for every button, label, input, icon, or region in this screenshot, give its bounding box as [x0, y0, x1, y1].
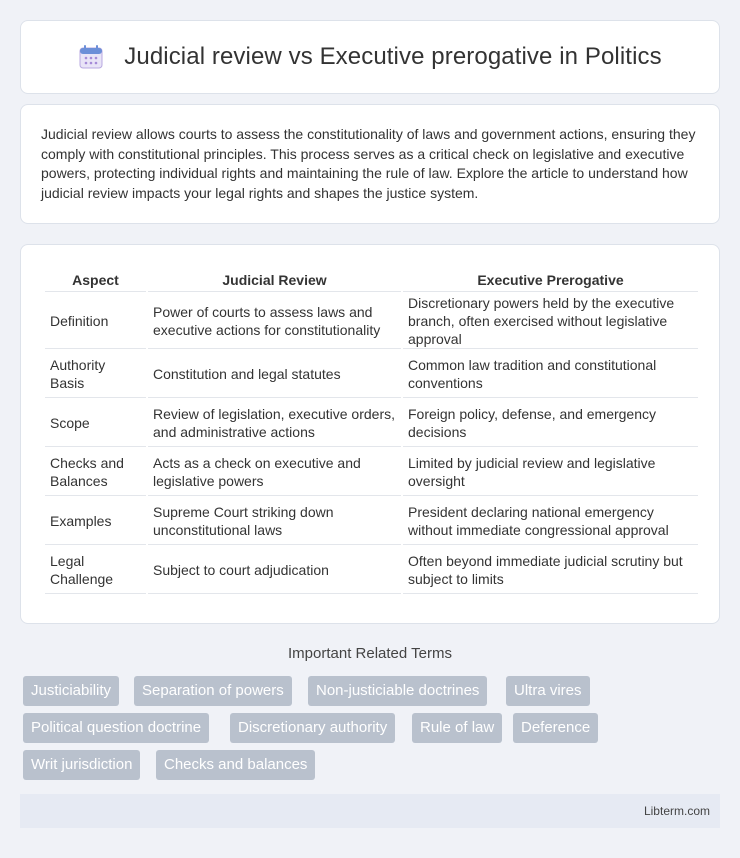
cell-aspect: Examples — [45, 498, 146, 545]
cell-executive-prerogative: Foreign policy, defense, and emergency decisions — [403, 400, 698, 447]
table-row — [45, 449, 698, 496]
table-row — [45, 351, 698, 398]
table-row — [45, 400, 698, 447]
header-judicial-review: Judicial Review — [148, 267, 401, 292]
cell-executive-prerogative: Discretionary powers held by the executive branch, often exercised without legislative approval — [403, 294, 698, 349]
comparison-table-card — [20, 244, 720, 624]
cell-judicial-review: Subject to court adjudication — [148, 547, 401, 594]
cell-executive-prerogative: Common law tradition and constitutional conventions — [403, 351, 698, 398]
cell-executive-prerogative: Often beyond immediate judicial scrutiny but subject to limits — [403, 547, 698, 594]
tag-political-question-doctrine[interactable]: Political question doctrine — [23, 713, 209, 743]
cell-aspect: Definition — [45, 294, 146, 349]
intro-text: Judicial review allows courts to assess the constitutionality of laws and government actions, ensuring they comply with constitutional principles. This process serves as a critical check on legislative and executive powers, protecting individual rights and maintaining the rule of law. Explore the article to understand how judicial review impacts your legal rights and shapes the justice system. — [41, 126, 696, 201]
cell-judicial-review: Acts as a check on executive and legislative powers — [148, 449, 401, 496]
tag-checks-and-balances[interactable]: Checks and balances — [156, 750, 315, 780]
cell-aspect: Legal Challenge — [45, 547, 146, 594]
tag-ultra-vires[interactable]: Ultra vires — [506, 676, 590, 706]
cell-judicial-review: Power of courts to assess laws and executive actions for constitutionality — [148, 294, 401, 349]
cell-aspect: Checks and Balances — [45, 449, 146, 496]
cell-judicial-review: Supreme Court striking down unconstitutional laws — [148, 498, 401, 545]
tag-discretionary-authority[interactable]: Discretionary authority — [230, 713, 395, 743]
title-card — [20, 20, 720, 94]
comparison-table — [43, 265, 700, 596]
tag-justiciability[interactable]: Justiciability — [23, 676, 119, 706]
intro-card — [20, 104, 720, 224]
header-executive-prerogative: Executive Prerogative — [403, 267, 698, 292]
cell-judicial-review: Constitution and legal statutes — [148, 351, 401, 398]
table-row — [45, 547, 698, 594]
tag-non-justiciable-doctrines[interactable]: Non-justiciable doctrines — [308, 676, 487, 706]
table-row — [45, 498, 698, 545]
footer — [20, 794, 720, 828]
table-row — [45, 294, 698, 349]
calendar-icon — [78, 44, 104, 70]
cell-executive-prerogative: Limited by judicial review and legislative oversight — [403, 449, 698, 496]
cell-aspect: Authority Basis — [45, 351, 146, 398]
cell-aspect: Scope — [45, 400, 146, 447]
cell-judicial-review: Review of legislation, executive orders, and administrative actions — [148, 400, 401, 447]
tag-writ-jurisdiction[interactable]: Writ jurisdiction — [23, 750, 140, 780]
footer-brand[interactable]: Libterm.com — [643, 804, 710, 818]
page-title: Judicial review vs Executive prerogative in Politics — [124, 43, 662, 70]
tag-rule-of-law[interactable]: Rule of law — [412, 713, 502, 743]
header-aspect: Aspect — [45, 267, 146, 292]
cell-executive-prerogative: President declaring national emergency without immediate congressional approval — [403, 498, 698, 545]
table-header-row — [45, 267, 698, 292]
related-terms-title: Important Related Terms — [288, 645, 452, 662]
tag-deference[interactable]: Deference — [513, 713, 598, 743]
tag-separation-of-powers[interactable]: Separation of powers — [134, 676, 292, 706]
